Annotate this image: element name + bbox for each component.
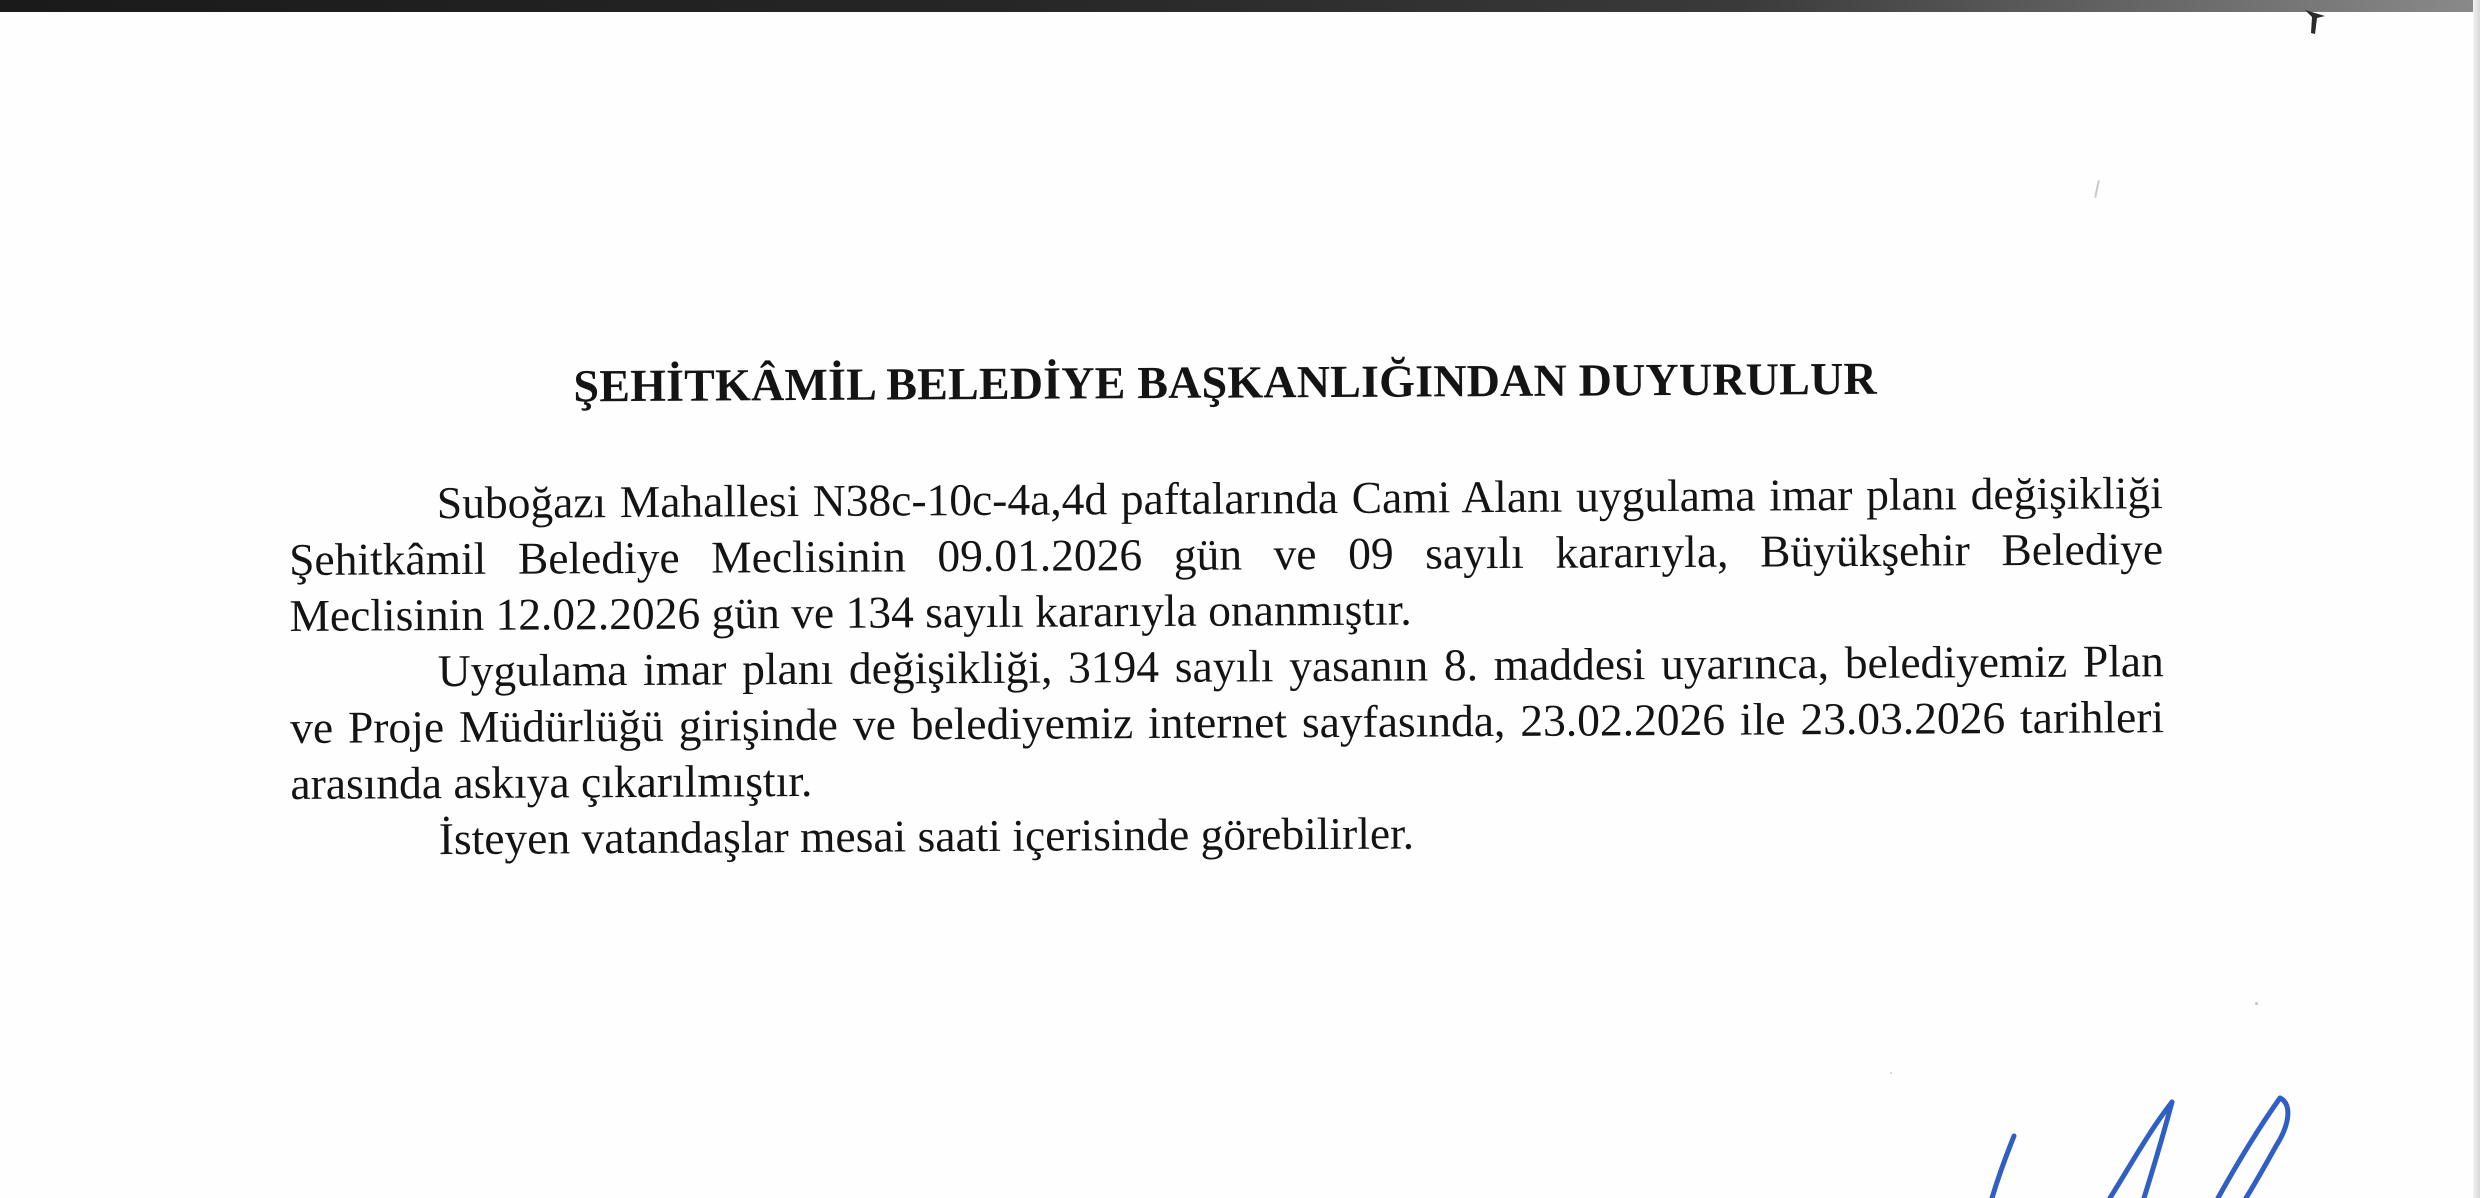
staple-mark-icon — [2303, 6, 2329, 38]
handwritten-signature — [1940, 1090, 2410, 1198]
scan-top-edge — [0, 0, 2480, 12]
scan-right-edge — [2473, 0, 2480, 1198]
announcement-paragraph: Suboğazı Mahallesi N38c-10c-4a,4d paftalarında Cami Alanı uygulama imar planı değişikliği Şehitkâmil Belediye Meclisinin 09.01.2026 gün ve 09 sayılı kararıyla, Büyükşehir Belediye Meclisinin 12.02.2026 gün ve 134 sayılı kararıyla onanmıştır. — [289, 467, 2164, 641]
scan-speck — [2255, 1002, 2258, 1005]
announcement-paragraph: Uygulama imar planı değişikliği, 3194 sayılı yasanın 8. maddesi uyarınca, belediyemiz Plan ve Proje Müdürlüğü girişinde ve belediyemiz internet sayfasında, 23.02.2026 ile 23.03.2026 tarihleri arasında askıya çıkarılmıştır. — [289, 635, 2165, 809]
scan-speck — [1890, 1072, 1892, 1074]
announcement-body — [288, 347, 2165, 868]
scan-speck — [2094, 180, 2100, 198]
announcement-title: ŞEHİTKÂMİL BELEDİYE BAŞKANLIĞINDAN DUYURULUR — [573, 352, 1878, 412]
announcement-paragraph: İsteyen vatandaşlar mesai saati içerisinde görebilirler. — [438, 807, 1415, 865]
